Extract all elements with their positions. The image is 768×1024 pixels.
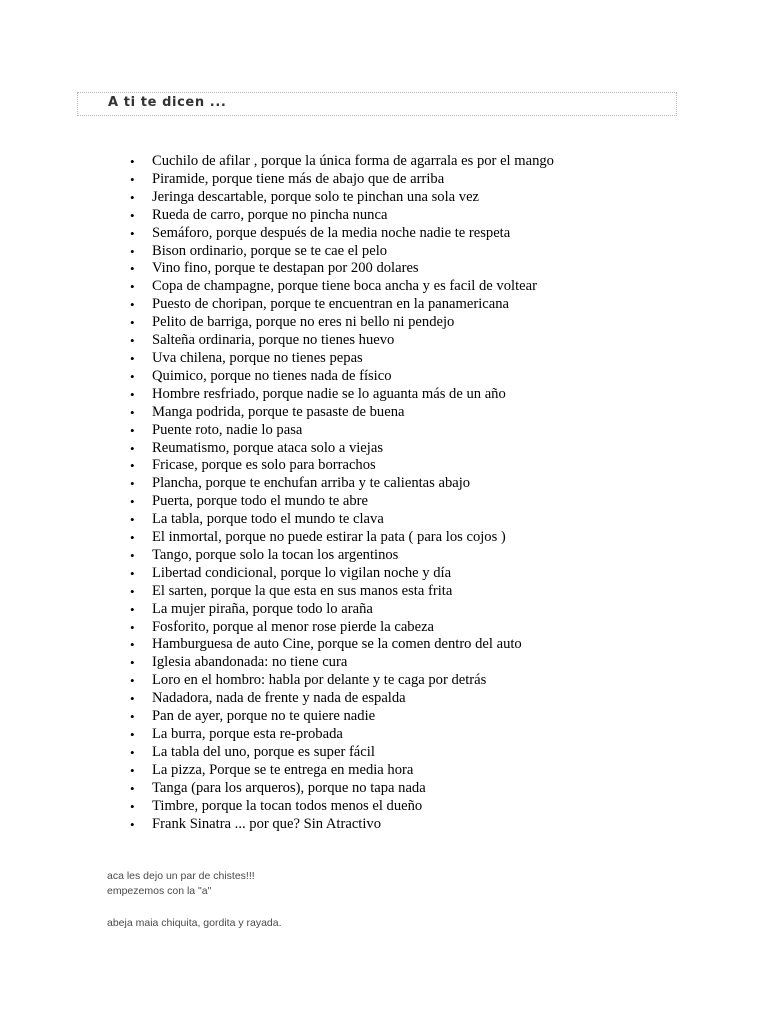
list-item-text: La pizza, Porque se te entrega en media hora	[152, 761, 414, 778]
list-item	[0, 511, 554, 529]
bullet-icon: •	[130, 279, 135, 295]
list-item	[0, 690, 554, 708]
list-item	[0, 726, 554, 744]
list-item-text: Copa de champagne, porque tiene boca ancha y es facil de voltear	[152, 278, 537, 295]
list-item-text: Puesto de choripan, porque te encuentran en la panamericana	[152, 296, 509, 313]
list-item	[0, 744, 554, 762]
list-item-text: Frank Sinatra ... por que? Sin Atractivo	[152, 815, 381, 832]
list-item-text: La tabla, porque todo el mundo te clava	[152, 511, 384, 528]
footer-line-start: empezemos con la "a"	[107, 885, 212, 897]
list-item	[0, 529, 554, 547]
bullet-icon: •	[130, 225, 135, 241]
title-box	[77, 92, 677, 116]
bullet-icon: •	[130, 440, 135, 456]
list-item-text: Fricase, porque es solo para borrachos	[152, 457, 376, 474]
list-item	[0, 207, 554, 225]
list-item	[0, 780, 554, 798]
bullet-icon: •	[130, 530, 135, 546]
bullet-icon: •	[130, 494, 135, 510]
bullet-icon: •	[130, 243, 135, 259]
joke-list	[0, 153, 554, 833]
list-item	[0, 762, 554, 780]
list-item	[0, 457, 554, 475]
list-item	[0, 171, 554, 189]
bullet-icon: •	[130, 798, 135, 814]
list-item-text: Pelito de barriga, porque no eres ni bello ni pendejo	[152, 314, 455, 331]
bullet-icon: •	[130, 512, 135, 528]
list-item-text: Puerta, porque todo el mundo te abre	[152, 493, 369, 510]
list-item	[0, 565, 554, 583]
list-item-text: Jeringa descartable, porque solo te pinchan una sola vez	[152, 188, 480, 205]
bullet-icon: •	[130, 601, 135, 617]
list-item-text: Piramide, porque tiene más de abajo que de arriba	[152, 170, 445, 187]
bullet-icon: •	[130, 350, 135, 366]
bullet-icon: •	[130, 637, 135, 653]
list-item	[0, 672, 554, 690]
bullet-icon: •	[130, 673, 135, 689]
bullet-icon: •	[130, 619, 135, 635]
list-item	[0, 404, 554, 422]
list-item	[0, 225, 554, 243]
bullet-icon: •	[130, 333, 135, 349]
list-item	[0, 278, 554, 296]
list-item	[0, 189, 554, 207]
bullet-icon: •	[130, 315, 135, 331]
bullet-icon: •	[130, 422, 135, 438]
list-item	[0, 314, 554, 332]
footer-spacer	[107, 899, 282, 916]
list-item	[0, 386, 554, 404]
list-item-text: Semáforo, porque después de la media noche nadie te respeta	[152, 224, 511, 241]
list-item-text: Puente roto, nadie lo pasa	[152, 421, 303, 438]
list-item-text: Loro en el hombro: habla por delante y te caga por detrás	[152, 672, 487, 689]
bullet-icon: •	[130, 816, 135, 832]
list-item-text: El inmortal, porque no puede estirar la pata ( para los cojos )	[152, 529, 506, 546]
footer-text	[107, 869, 282, 931]
list-item	[0, 816, 554, 834]
list-item	[0, 583, 554, 601]
bullet-icon: •	[130, 762, 135, 778]
list-item-text: Bison ordinario, porque se te cae el pelo	[152, 242, 388, 259]
list-item-text: Libertad condicional, porque lo vigilan noche y día	[152, 564, 452, 581]
bullet-icon: •	[130, 207, 135, 223]
list-item-text: La mujer piraña, porque todo lo araña	[152, 600, 373, 617]
list-item-text: Reumatismo, porque ataca solo a viejas	[152, 439, 383, 456]
list-item-text: Timbre, porque la tocan todos menos el dueño	[152, 797, 423, 814]
list-item	[0, 332, 554, 350]
bullet-icon: •	[130, 171, 135, 187]
bullet-icon: •	[130, 154, 135, 169]
list-item-text: Pan de ayer, porque no te quiere nadie	[152, 708, 376, 725]
list-item-text: Manga podrida, porque te pasaste de buena	[152, 403, 405, 420]
bullet-icon: •	[130, 189, 135, 205]
bullet-icon: •	[130, 565, 135, 581]
footer-line-joke: abeja maia chiquita, gordita y rayada.	[107, 917, 282, 929]
bullet-icon: •	[130, 458, 135, 474]
list-item	[0, 547, 554, 565]
list-item-text: Hombre resfriado, porque nadie se lo aguanta más de un año	[152, 385, 506, 402]
list-item-text: Plancha, porque te enchufan arriba y te calientas abajo	[152, 475, 471, 492]
list-item	[0, 243, 554, 261]
page-title: A ti te dicen ...	[108, 95, 227, 110]
list-item	[0, 708, 554, 726]
footer-line-intro: aca les dejo un par de chistes!!!	[107, 870, 255, 882]
list-item-text: Vino fino, porque te destapan por 200 dolares	[152, 260, 419, 277]
bullet-icon: •	[130, 744, 135, 760]
list-item	[0, 636, 554, 654]
list-item-text: El sarten, porque la que esta en sus manos esta frita	[152, 582, 453, 599]
bullet-icon: •	[130, 368, 135, 384]
list-item	[0, 619, 554, 637]
list-item-text: Rueda de carro, porque no pincha nunca	[152, 206, 388, 223]
list-item-text: Nadadora, nada de frente y nada de espalda	[152, 690, 406, 707]
bullet-icon: •	[130, 691, 135, 707]
bullet-icon: •	[130, 404, 135, 420]
list-item	[0, 475, 554, 493]
list-item	[0, 350, 554, 368]
list-item	[0, 493, 554, 511]
list-item-text: Hamburguesa de auto Cine, porque se la comen dentro del auto	[152, 636, 522, 653]
list-item-text: Iglesia abandonada: no tiene cura	[152, 654, 348, 671]
bullet-icon: •	[130, 547, 135, 563]
bullet-icon: •	[130, 386, 135, 402]
bullet-icon: •	[130, 583, 135, 599]
bullet-icon: •	[130, 709, 135, 725]
list-item	[0, 368, 554, 386]
list-item-text: La tabla del uno, porque es super fácil	[152, 743, 375, 760]
list-item-text: La burra, porque esta re-probada	[152, 726, 343, 742]
list-item-text: Tango, porque solo la tocan los argentinos	[152, 546, 399, 563]
bullet-icon: •	[130, 727, 135, 742]
bullet-icon: •	[130, 261, 135, 277]
list-item	[0, 654, 554, 672]
bullet-icon: •	[130, 655, 135, 671]
list-item	[0, 440, 554, 458]
list-item	[0, 798, 554, 816]
list-item-text: Cuchilo de afilar , porque la única forma de agarrala es por el mango	[152, 153, 554, 169]
list-item	[0, 153, 554, 171]
list-item	[0, 296, 554, 314]
bullet-icon: •	[130, 297, 135, 313]
list-item	[0, 422, 554, 440]
bullet-icon: •	[130, 476, 135, 492]
list-item-text: Quimico, porque no tienes nada de físico	[152, 367, 392, 384]
bullet-icon: •	[130, 780, 135, 796]
list-item-text: Fosforito, porque al menor rose pierde la cabeza	[152, 618, 435, 635]
list-item-text: Tanga (para los arqueros), porque no tapa nada	[152, 779, 426, 796]
list-item-text: Uva chilena, porque no tienes pepas	[152, 349, 363, 366]
list-item-text: Salteña ordinaria, porque no tienes huevo	[152, 332, 395, 349]
list-item	[0, 601, 554, 619]
list-item	[0, 260, 554, 278]
